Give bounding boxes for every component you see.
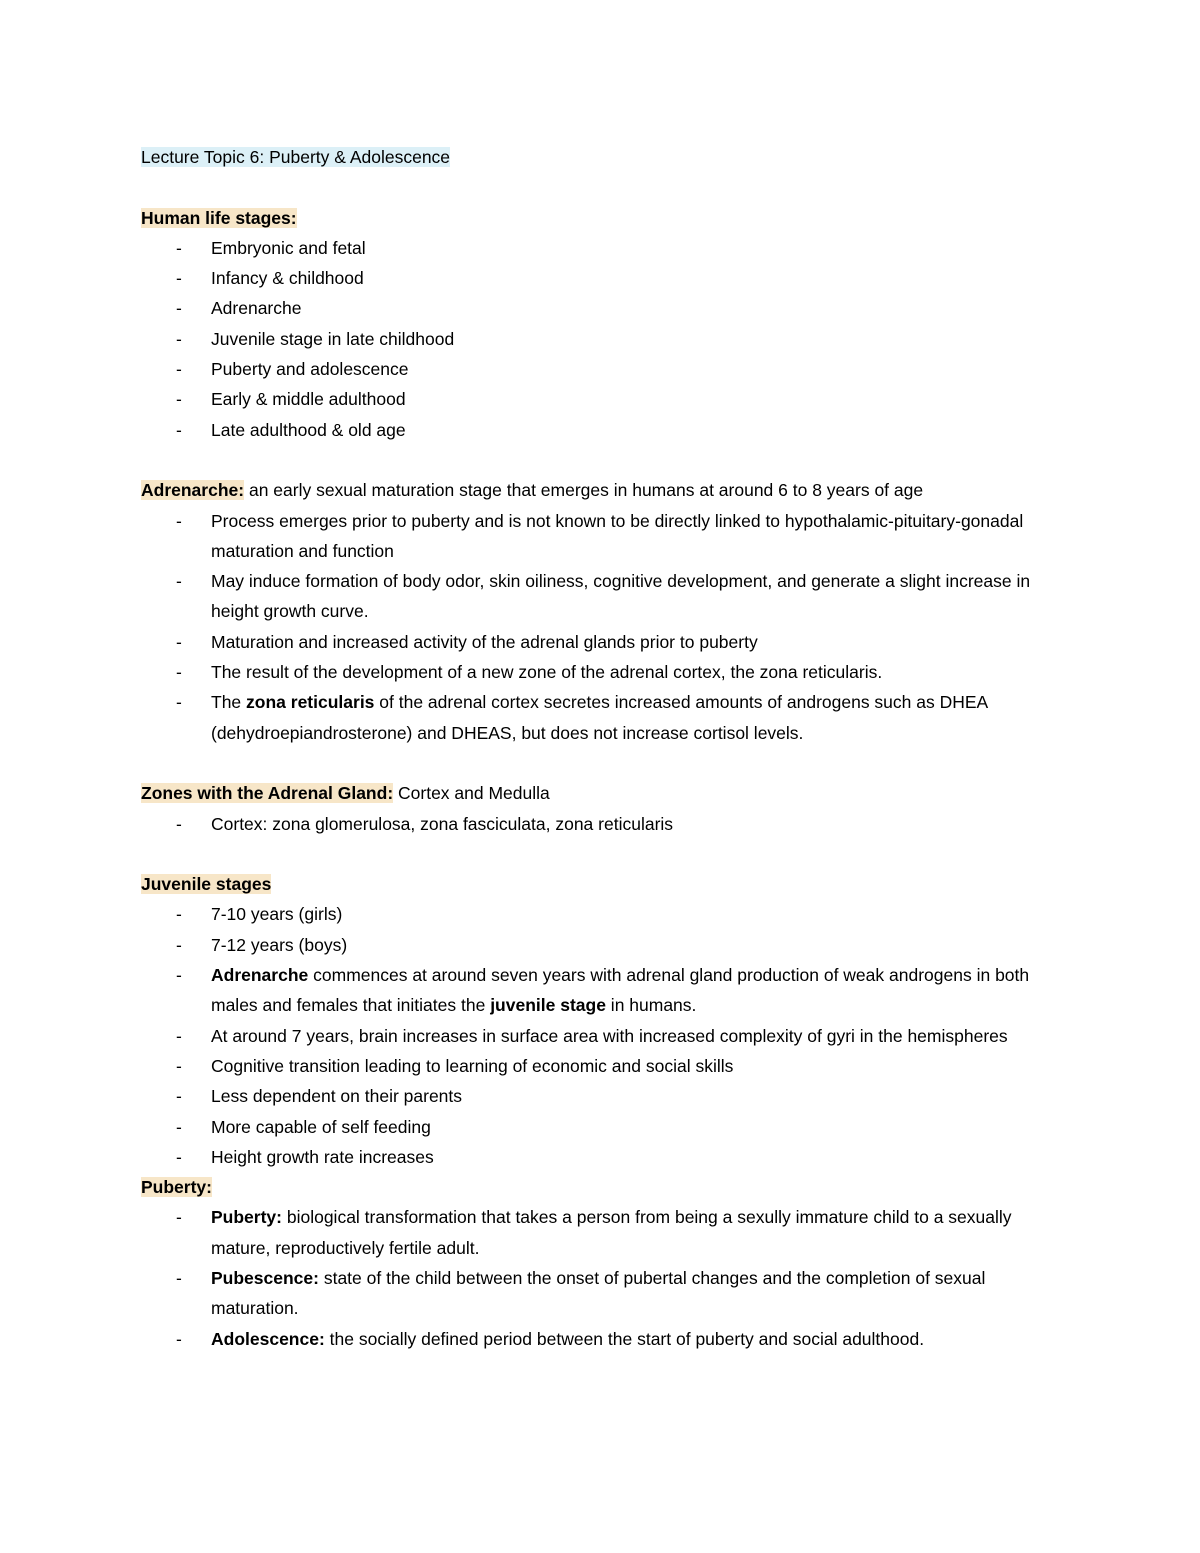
list-item [141,354,1070,384]
life-stages-list [141,233,1070,445]
list-item [141,1202,1070,1263]
bullet-dash: - [176,268,182,289]
heading-text: Zones with the Adrenal Gland: [141,783,394,804]
list-item-text: Process emerges prior to puberty and is not known to be directly linked to hypothalamic-pituitary-gonadal maturation and function [211,510,1024,561]
list-item [141,657,1070,687]
list-item-text: Height growth rate increases [211,1146,434,1167]
bullet-dash: - [176,1207,182,1228]
list-item [141,293,1070,323]
list-item-text: The result of the development of a new zone of the adrenal cortex, the zona reticularis. [211,662,883,683]
list-item [141,263,1070,293]
list-item [141,566,1070,627]
list-item-text: Late adulthood & old age [211,419,406,440]
list-item-text: the socially defined period between the start of puberty and social adulthood. [324,1328,925,1349]
list-item [141,1263,1070,1324]
bullet-dash: - [176,1086,182,1107]
heading-text: Human life stages: [141,207,297,228]
list-item-text: Cognitive transition leading to learning of economic and social skills [211,1055,734,1076]
list-item [141,1021,1070,1051]
list-item-text: Early & middle adulthood [211,389,406,410]
bold-term: Adolescence: [211,1328,325,1349]
list-item [141,687,1070,748]
bullet-dash: - [176,1116,182,1137]
list-item-text: The [211,692,247,713]
bold-term: juvenile stage [490,995,606,1016]
juvenile-list [141,899,1070,1172]
list-item [141,324,1070,354]
bullet-dash: - [176,328,182,349]
list-item-text: Maturation and increased activity of the adrenal glands prior to puberty [211,631,758,652]
list-item [141,899,1070,929]
section-heading-life-stages [141,203,1070,233]
list-item [141,384,1070,414]
heading-text: Adrenarche: [141,480,245,501]
list-item-text: At around 7 years, brain increases in surface area with increased complexity of gyri in the hemispheres [211,1025,1008,1046]
bullet-dash: - [176,1025,182,1046]
list-item-text: Puberty and adolescence [211,359,409,380]
heading-extra-text: Cortex and Medulla [393,783,550,804]
list-item-text: state of the child between the onset of pubertal changes and the completion of sexual maturation. [211,1267,986,1319]
spacer [141,445,1070,475]
spacer [141,172,1070,202]
bold-term: Pubescence: [211,1267,319,1288]
list-item [141,1051,1070,1081]
list-item [141,1324,1070,1354]
bullet-dash: - [176,237,182,258]
bullet-dash: - [176,813,182,834]
bullet-dash: - [176,510,182,531]
list-item-text: More capable of self feeding [211,1116,431,1137]
list-item-text: Adrenarche [211,298,302,319]
adrenarche-list [141,506,1070,748]
bullet-dash: - [176,298,182,319]
list-item-text: Juvenile stage in late childhood [211,328,455,349]
bullet-dash: - [176,1328,182,1349]
list-item-text: May induce formation of body odor, skin oiliness, cognitive development, and generate a slight increase in height growth curve. [211,571,1031,622]
list-item-text: 7-12 years (boys) [211,934,348,955]
bullet-dash: - [176,359,182,380]
list-item-text: Less dependent on their parents [211,1086,463,1107]
heading-text: Puberty: [141,1177,212,1198]
list-item [141,809,1070,839]
section-heading-adrenarche [141,475,1070,505]
puberty-list [141,1202,1070,1353]
spacer [141,839,1070,869]
bullet-dash: - [176,692,182,713]
list-item [141,960,1070,1021]
list-item [141,415,1070,445]
bold-term: Puberty: [211,1207,282,1228]
heading-text: Juvenile stages [141,874,272,895]
list-item [141,1112,1070,1142]
spacer [141,748,1070,778]
list-item [141,233,1070,263]
bullet-dash: - [176,389,182,410]
bold-term: zona reticularis [246,692,375,713]
list-item-text: in humans. [605,995,697,1016]
list-item-text: biological transformation that takes a person from being a sexully immature child to a sexually mature, reproductively fertile adult. [211,1207,1012,1258]
title-highlight: Lecture Topic 6: Puberty & Adolescence [141,147,451,167]
bullet-dash: - [176,965,182,986]
list-item-text: 7-10 years (girls) [211,904,343,925]
list-item [141,627,1070,657]
bullet-dash: - [176,1146,182,1167]
bullet-dash: - [176,419,182,440]
list-item-text: Embryonic and fetal [211,237,366,258]
section-heading-puberty [141,1172,1070,1202]
bold-term: Adrenarche [211,965,309,986]
list-item [141,1081,1070,1111]
definition-text: an early sexual maturation stage that emerges in humans at around 6 to 8 years of age [244,480,924,501]
bullet-dash: - [176,934,182,955]
list-item [141,506,1070,567]
section-heading-zones [141,778,1070,808]
bullet-dash: - [176,1267,182,1288]
section-heading-juvenile [141,869,1070,899]
zones-list [141,809,1070,839]
list-item [141,1142,1070,1172]
bullet-dash: - [176,1055,182,1076]
bullet-dash: - [176,662,182,683]
bullet-dash: - [176,571,182,592]
bullet-dash: - [176,631,182,652]
list-item-text: commences at around seven years with adrenal gland production of weak androgens in both males and females that initiates the [211,965,1030,1016]
list-item-text: Cortex: zona glomerulosa, zona fasciculata, zona reticularis [211,813,674,834]
bullet-dash: - [176,904,182,925]
list-item [141,930,1070,960]
page-title [141,142,1070,172]
list-item-text: Infancy & childhood [211,268,364,289]
list-item-text: of the adrenal cortex secretes increased amounts of androgens such as DHEA (dehydroepiandrosterone) and DHEAS, but does not increase cortisol levels. [211,692,988,743]
